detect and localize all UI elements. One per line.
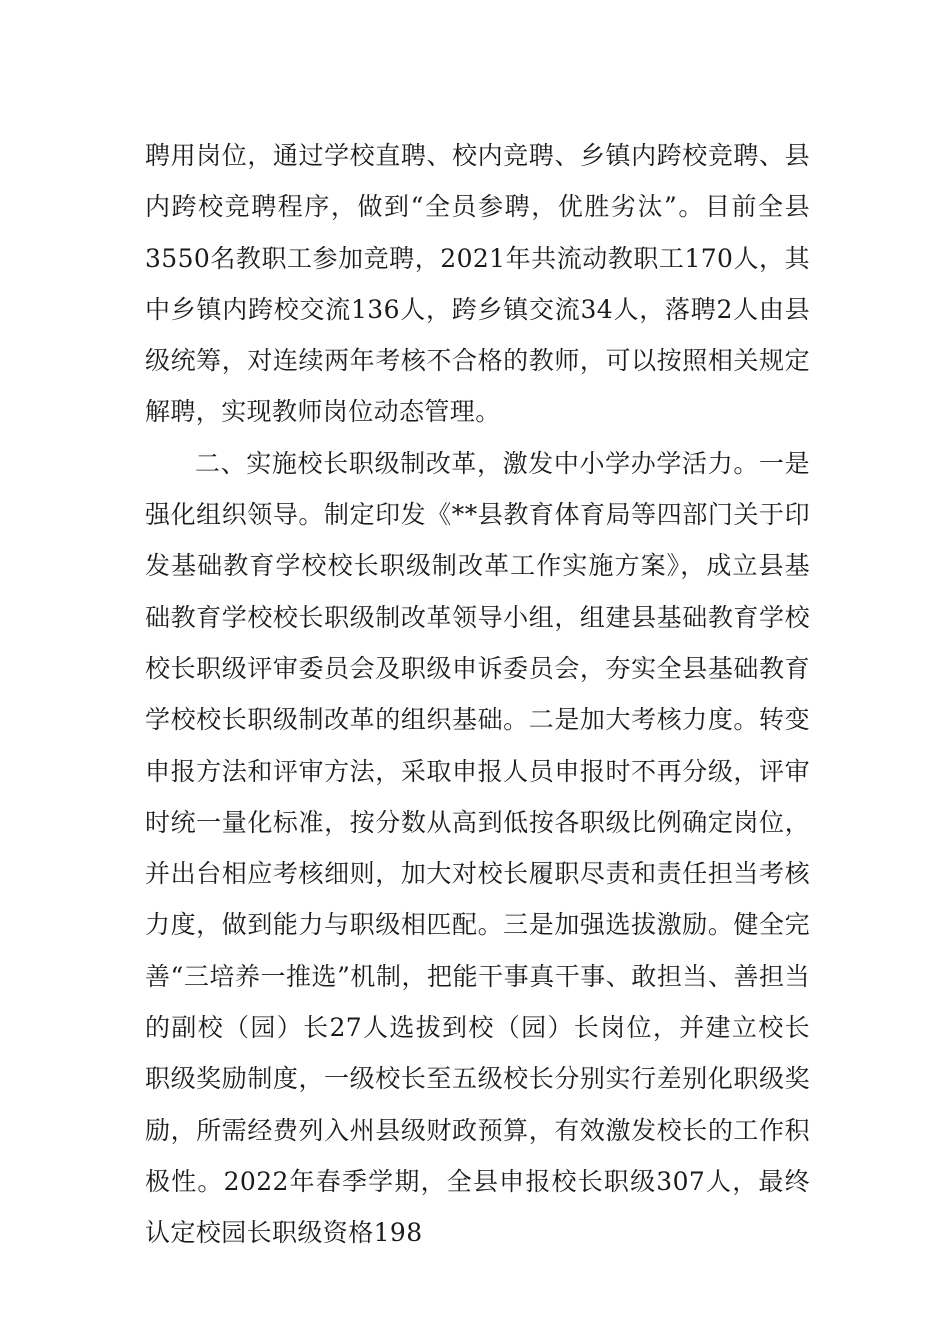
body-text bbox=[145, 130, 810, 1259]
paragraph-principal-rank-reform: 二、实施校长职级制改革，激发中小学办学活力。一是强化组织领导。制定印发《**县教育体育局等四部门关于印发基础教育学校校长职级制改革工作实施方案》，成立县基础教育学校校长职级制改革领导小组，组建县基础教育学校校长职级评审委员会及职级申诉委员会，夯实全县基础教育学校校长职级制改革的组织基础。二是加大考核力度。转变申报方法和评审方法，采取申报人员申报时不再分级，评审时统一量化标准，按分数从高到低按各职级比例确定岗位，并出台相应考核细则，加大对校长履职尽责和责任担当考核力度，做到能力与职级相匹配。三是加强选拔激励。健全完善“三培养一推选”机制，把能干事真干事、敢担当、善担当的副校（园）长27人选拔到校（园）长岗位，并建立校长职级奖励制度，一级校长至五级校长分别实行差别化职级奖励，所需经费列入州县级财政预算，有效激发校长的工作积极性。2022年春季学期，全县申报校长职级307人，最终认定校园长职级资格198 bbox=[145, 448, 810, 1248]
paragraph-continued: 聘用岗位，通过学校直聘、校内竞聘、乡镇内跨校竞聘、县内跨校竞聘程序，做到“全员参聘，优胜劣汰”。目前全县3550名教职工参加竞聘，2021年共流动教职工170人，其中乡镇内跨校交流136人，跨乡镇交流34人，落聘2人由县级统筹，对连续两年考核不合格的教师，可以按照相关规定解聘，实现教师岗位动态管理。 bbox=[145, 141, 810, 427]
